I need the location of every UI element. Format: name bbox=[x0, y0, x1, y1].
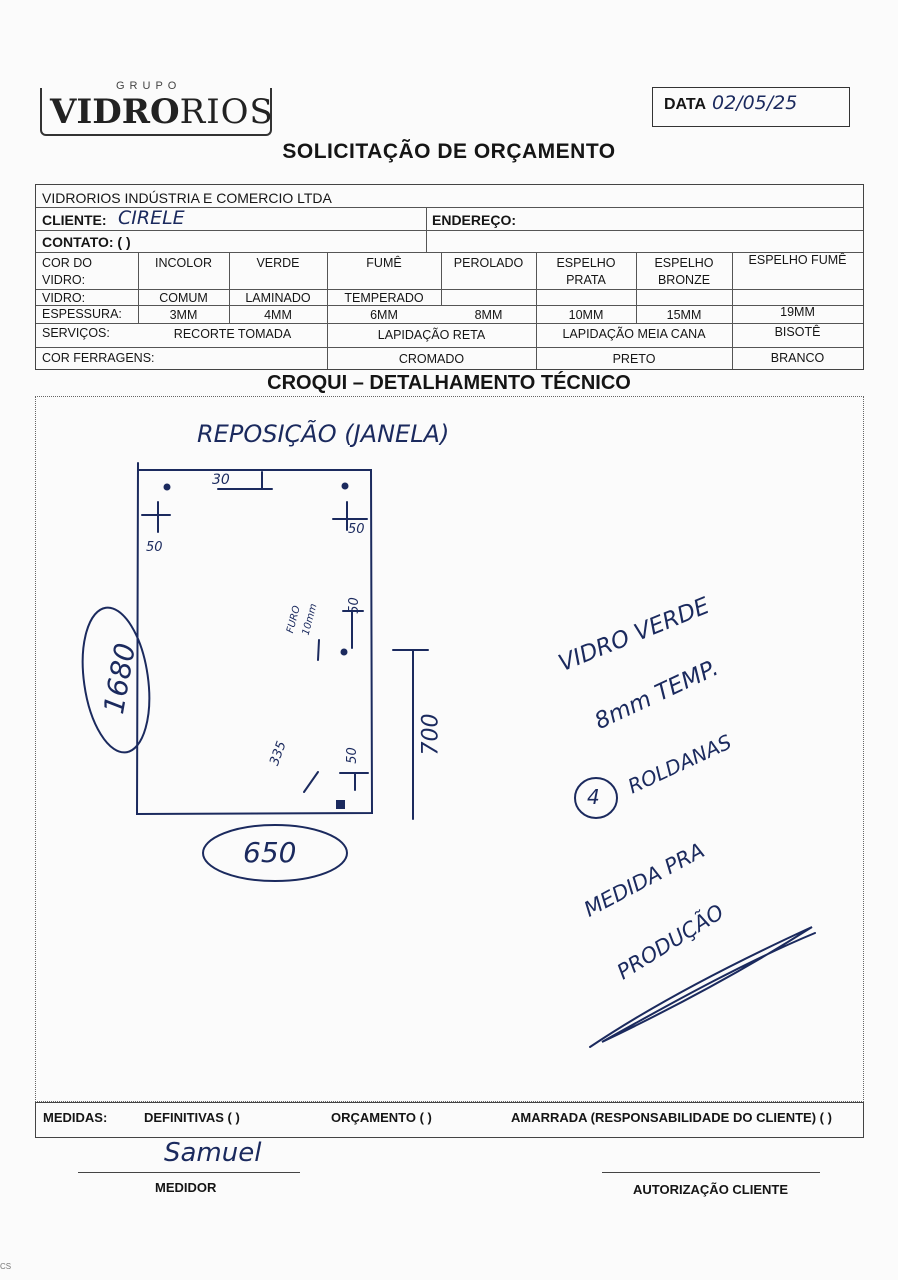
glass-color-label-1: COR DO bbox=[42, 256, 92, 270]
option-espelho-bronze-1[interactable]: ESPELHO bbox=[654, 256, 714, 270]
dim-335: 335 bbox=[267, 739, 290, 768]
services-label: SERVIÇOS: bbox=[42, 326, 110, 340]
hole-marker-middle bbox=[341, 649, 348, 656]
option-19mm[interactable]: 19MM bbox=[780, 305, 815, 319]
option-4mm[interactable]: 4MM bbox=[264, 308, 292, 322]
hole-note-1: FURO bbox=[285, 604, 303, 635]
company-name: VIDRORIOS INDÚSTRIA E COMERCIO LTDA bbox=[42, 190, 332, 206]
option-preto[interactable]: PRETO bbox=[612, 352, 656, 366]
option-comum[interactable]: COMUM bbox=[159, 291, 208, 305]
client-signature-line bbox=[602, 1172, 820, 1173]
medidor-signature-line bbox=[78, 1172, 300, 1173]
contact-label: CONTATO: ( ) bbox=[42, 234, 131, 250]
option-3mm[interactable]: 3MM bbox=[169, 308, 198, 322]
option-fume[interactable]: FUMÊ bbox=[366, 256, 402, 270]
client-label: CLIENTE: bbox=[42, 212, 107, 228]
option-lapidacao-reta[interactable]: LAPIDAÇÃO RETA bbox=[377, 328, 486, 342]
client-authorization-label: AUTORIZAÇÃO CLIENTE bbox=[633, 1182, 789, 1197]
note-medida: MEDIDA PRA bbox=[580, 838, 709, 922]
option-definitivas[interactable]: DEFINITIVAS ( ) bbox=[144, 1110, 240, 1125]
dim-50-right-top: 50 bbox=[348, 522, 365, 537]
option-branco[interactable]: BRANCO bbox=[770, 351, 825, 365]
option-incolor[interactable]: INCOLOR bbox=[155, 256, 212, 270]
option-amarrada[interactable]: AMARRADA (RESPONSABILIDADE DO CLIENTE) ( ) bbox=[511, 1110, 832, 1125]
height-dimension: 1680 bbox=[97, 640, 143, 717]
option-verde[interactable]: VERDE bbox=[256, 256, 300, 270]
option-laminado[interactable]: LAMINADO bbox=[245, 291, 311, 305]
logo-grupo-text: GRUPO bbox=[112, 80, 185, 92]
hole-marker-top-left bbox=[164, 484, 171, 491]
option-espelho-fume[interactable]: ESPELHO FUMÊ bbox=[748, 253, 847, 267]
sketch-heading: REPOSIÇÃO (JANELA) bbox=[197, 420, 450, 448]
dim-30: 30 bbox=[212, 472, 230, 488]
date-value: 02/05/25 bbox=[712, 92, 798, 114]
option-espelho-prata-1[interactable]: ESPELHO bbox=[556, 256, 616, 270]
option-10mm[interactable]: 10MM bbox=[568, 308, 604, 322]
client-value[interactable]: CIRELE bbox=[118, 207, 185, 229]
width-dimension: 650 bbox=[243, 836, 297, 869]
option-cromado[interactable]: CROMADO bbox=[398, 352, 465, 366]
glass-color-label-2: VIDRO: bbox=[42, 273, 86, 287]
hole-marker-bottom bbox=[336, 800, 345, 809]
croqui-title: CROQUI – DETALHAMENTO TÉCNICO bbox=[267, 372, 631, 394]
medidor-label: MEDIDOR bbox=[155, 1180, 217, 1195]
note-roldanas: ROLDANAS bbox=[624, 729, 736, 799]
option-8mm[interactable]: 8MM bbox=[474, 308, 503, 322]
thickness-label: ESPESSURA: bbox=[42, 307, 122, 321]
note-glass-color: VIDRO VERDE bbox=[554, 592, 714, 678]
hardware-label: COR FERRAGENS: bbox=[42, 351, 155, 365]
date-label: DATA bbox=[664, 96, 707, 113]
medidor-signature: Samuel bbox=[164, 1138, 262, 1168]
option-lapidacao-meia-cana[interactable]: LAPIDAÇÃO MEIA CANA bbox=[562, 327, 706, 341]
dim-50-mid: 50 bbox=[346, 597, 362, 614]
logo-brand-light: RIOS bbox=[179, 92, 274, 132]
measures-label: MEDIDAS: bbox=[43, 1110, 108, 1125]
note-producao: PRODUÇÃO bbox=[612, 899, 729, 985]
hole-note-2: 10mm bbox=[300, 602, 320, 637]
option-espelho-prata-2[interactable]: PRATA bbox=[566, 273, 606, 287]
option-bisote[interactable]: BISOTÊ bbox=[774, 325, 821, 339]
glass-type-label: VIDRO: bbox=[42, 291, 86, 305]
option-recorte-tomada[interactable]: RECORTE TOMADA bbox=[173, 327, 292, 341]
dim-50-bottom: 50 bbox=[344, 747, 360, 764]
option-6mm[interactable]: 6MM bbox=[370, 308, 398, 322]
option-orcamento[interactable]: ORÇAMENTO ( ) bbox=[331, 1110, 432, 1125]
window-outline bbox=[137, 463, 372, 814]
address-label: ENDEREÇO: bbox=[432, 212, 517, 228]
scanner-mark: CS bbox=[0, 1262, 12, 1271]
option-15mm[interactable]: 15MM bbox=[666, 308, 702, 322]
note-roldanas-count: 4 bbox=[587, 785, 600, 809]
logo-brand-bold: VIDRO bbox=[50, 92, 180, 132]
option-temperado[interactable]: TEMPERADO bbox=[344, 291, 424, 305]
form-title: SOLICITAÇÃO DE ORÇAMENTO bbox=[282, 140, 616, 163]
hole-marker-top-right bbox=[342, 483, 349, 490]
dim-700: 700 bbox=[418, 713, 444, 756]
option-perolado[interactable]: PEROLADO bbox=[453, 256, 524, 270]
dim-50-left: 50 bbox=[146, 540, 163, 555]
option-espelho-bronze-2[interactable]: BRONZE bbox=[657, 273, 711, 287]
note-thickness: 8mm TEMP. bbox=[590, 655, 723, 735]
